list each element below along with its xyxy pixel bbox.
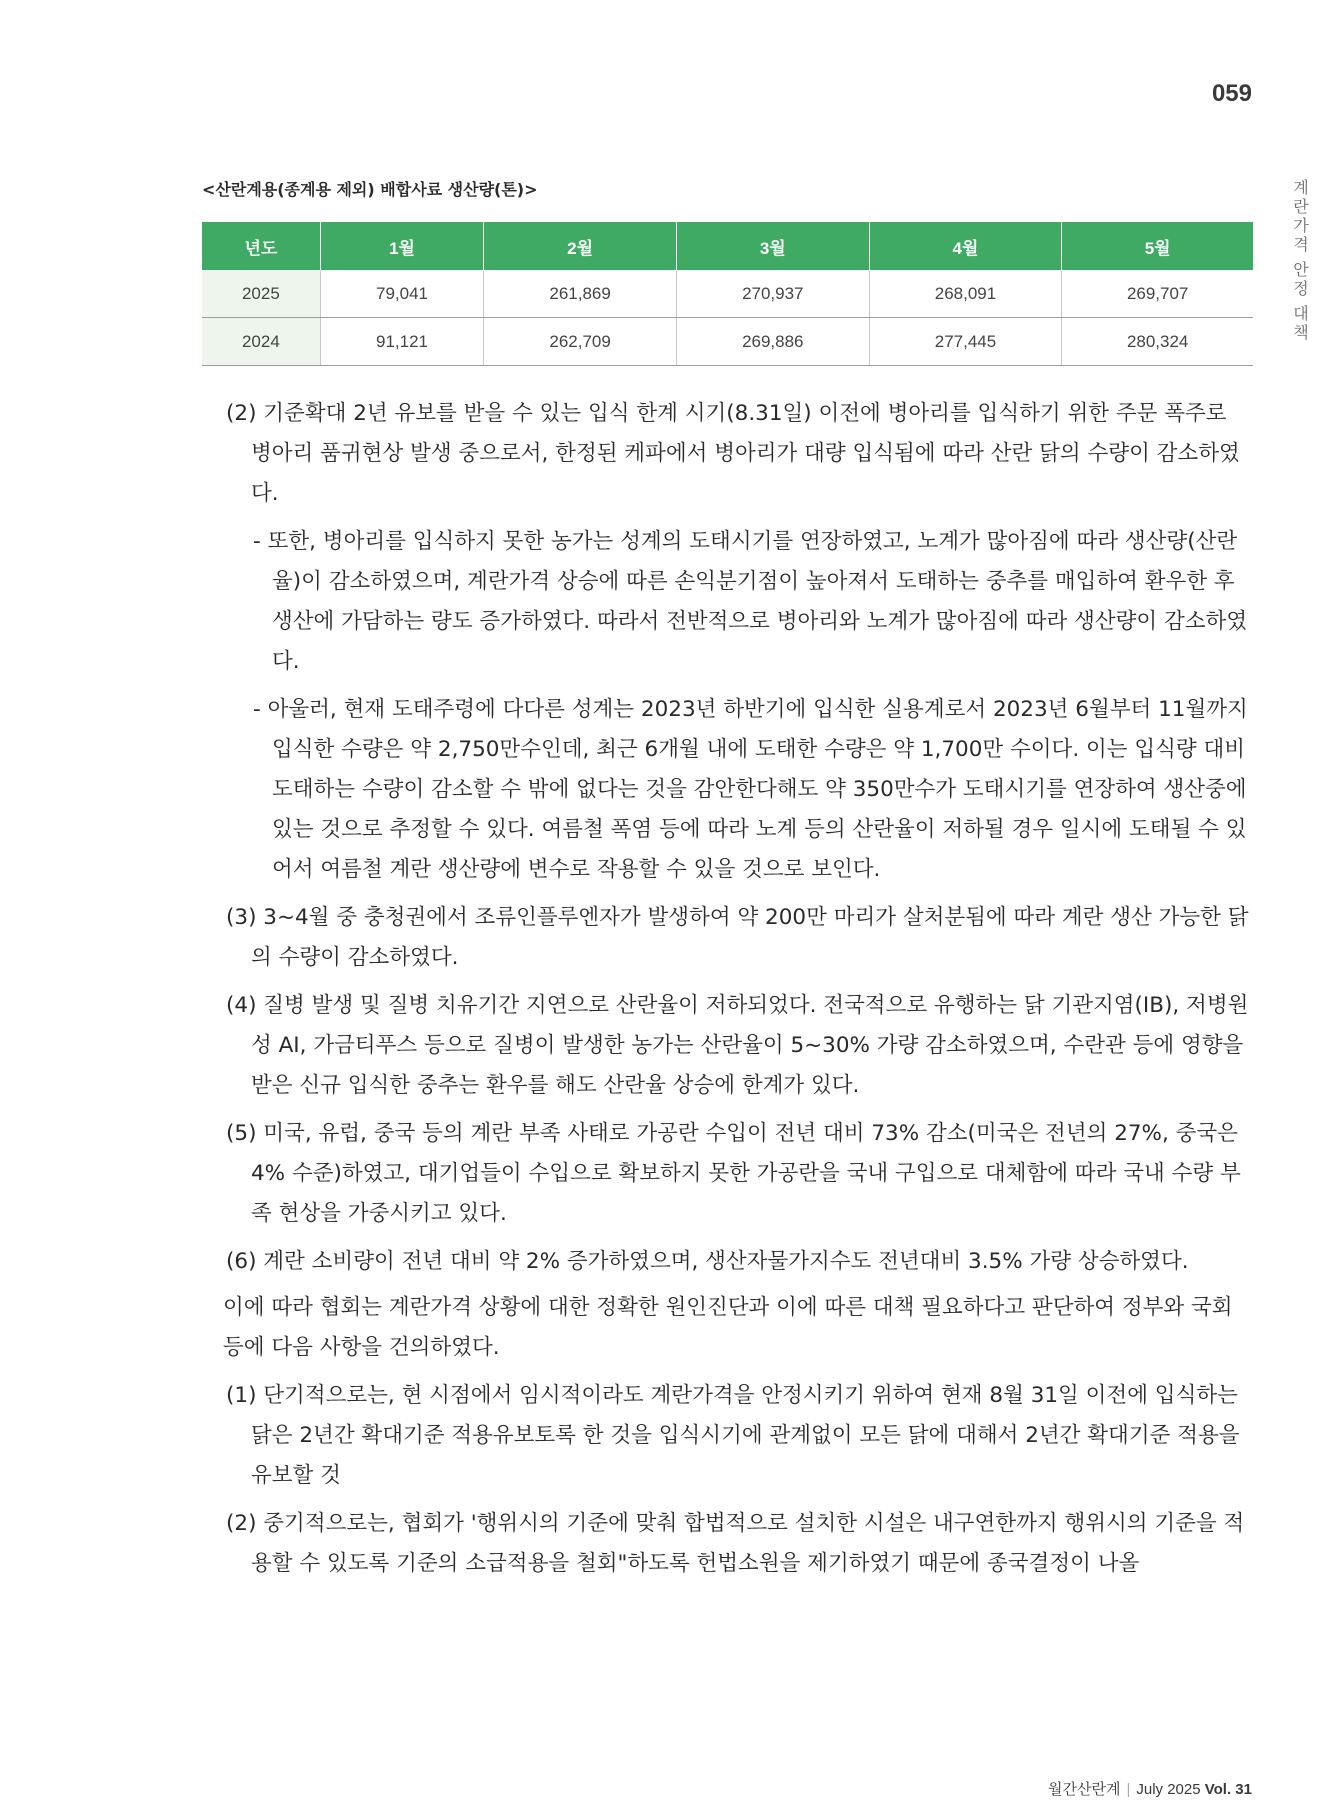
- paragraph: 이에 따라 협회는 계란가격 상황에 대한 정확한 원인진단과 이에 따른 대책 필요하다고 판단하여 정부와 국회 등에 다음 사항을 건의하였다.: [223, 1295, 1233, 1360]
- header-feb: 2월: [484, 222, 677, 270]
- table-cell: 2025: [202, 270, 320, 318]
- paragraph: (1) 단기적으로는, 현 시점에서 임시적이라도 계란가격을 안정시키기 위하여 현재 8월 31일 이전에 입식하는 닭은 2년간 확대기준 적용유보토록 한 것을 입식시기에 관계없이 모든 닭에 대해서 2년간 확대기준 적용을 유보할 것: [226, 1383, 1240, 1488]
- table-cell: 268,091: [869, 270, 1062, 318]
- production-table: [202, 222, 1253, 366]
- paragraph: (6) 계란 소비량이 전년 대비 약 2% 증가하였으며, 생산자물가지수도 전년대비 3.5% 가량 상승하였다.: [226, 1249, 1189, 1274]
- table-cell: 262,709: [484, 318, 677, 366]
- side-tab-char: 대: [1293, 304, 1309, 323]
- side-tab: [1288, 178, 1314, 342]
- paragraph: (2) 기준확대 2년 유보를 받을 수 있는 입식 한계 시기(8.31일) 이전에 병아리를 입식하기 위한 주문 폭주로 병아리 품귀현상 발생 중으로서, 한정된 케파에서 병아리가 대량 입식됨에 따라 산란 닭의 수량이 감소하였다.: [226, 401, 1240, 506]
- paragraph: - 또한, 병아리를 입식하지 못한 농가는 성계의 도태시기를 연장하였고, 노계가 많아짐에 따라 생산량(산란율)이 감소하였으며, 계란가격 상승에 따른 손익분기점이 높아져서 도태하는 중추를 매입하여 환우한 후 생산에 가담하는 량도 증가하였다. 따라서 전반적으로 병아리와 노계가 많아짐에 따라 생산량이 감소하였다.: [253, 529, 1248, 674]
- volume-number: Vol. 31: [1204, 1781, 1252, 1798]
- side-tab-char: 란: [1293, 197, 1309, 216]
- issue-date: July 2025: [1136, 1781, 1201, 1798]
- side-tab-char: 계: [1293, 178, 1309, 197]
- table-caption: <산란계용(종계용 제외) 배합사료 생산량(톤)>: [202, 180, 538, 199]
- side-tab-char: 정: [1293, 279, 1309, 298]
- table-header-row: [202, 222, 1253, 270]
- footer-separator: |: [1126, 1781, 1131, 1798]
- table-cell: 280,324: [1062, 318, 1253, 366]
- paragraph: (2) 중기적으로는, 협회가 '행위시의 기준에 맞춰 합법적으로 설치한 시설은 내구연한까지 행위시의 기준을 적용할 수 있도록 기준의 소급적용을 철회"하도록 헌법소원을 제기하였기 때문에 종국결정이 나올: [226, 1511, 1245, 1576]
- page-number: 059: [1211, 80, 1252, 107]
- article-body: [202, 386, 1252, 1584]
- magazine-name: 월간산란계: [1048, 1781, 1121, 1798]
- header-year: 년도: [202, 222, 320, 270]
- side-tab-char: 격: [1293, 235, 1309, 254]
- table-cell: 270,937: [676, 270, 869, 318]
- header-may: 5월: [1062, 222, 1253, 270]
- table-cell: 2024: [202, 318, 320, 366]
- page-footer: [960, 1778, 1252, 1799]
- table-cell: 277,445: [869, 318, 1062, 366]
- header-mar: 3월: [676, 222, 869, 270]
- side-tab-char: 책: [1293, 323, 1309, 342]
- table-row: [202, 318, 1253, 366]
- side-tab-char: 가: [1293, 216, 1309, 235]
- table-cell: 91,121: [320, 318, 484, 366]
- paragraph: (3) 3~4월 중 충청권에서 조류인플루엔자가 발생하여 약 200만 마리가 살처분됨에 따라 계란 생산 가능한 닭의 수량이 감소하였다.: [226, 905, 1249, 970]
- table-cell: 79,041: [320, 270, 484, 318]
- paragraph: (4) 질병 발생 및 질병 치유기간 지연으로 산란율이 저하되었다. 전국적으로 유행하는 닭 기관지염(IB), 저병원성 AI, 가금티푸스 등으로 질병이 발생한 농가는 산란율이 5~30% 가량 감소하였으며, 수란관 등에 영향을 받은 신규 입식한 중추는 환우를 해도 산란율 상승에 한계가 있다.: [226, 993, 1249, 1098]
- paragraph: (5) 미국, 유럽, 중국 등의 계란 부족 사태로 가공란 수입이 전년 대비 73% 감소(미국은 전년의 27%, 중국은 4% 수준)하였고, 대기업들이 수입으로 확보하지 못한 가공란을 국내 구입으로 대체함에 따라 국내 수량 부족 현상을 가중시키고 있다.: [226, 1121, 1241, 1226]
- table-cell: 269,886: [676, 318, 869, 366]
- side-tab-char: 안: [1293, 260, 1309, 279]
- table-row: [202, 270, 1253, 318]
- header-jan: 1월: [320, 222, 484, 270]
- table-cell: 269,707: [1062, 270, 1253, 318]
- header-apr: 4월: [869, 222, 1062, 270]
- paragraph: - 아울러, 현재 도태주령에 다다른 성계는 2023년 하반기에 입식한 실용계로서 2023년 6월부터 11월까지 입식한 수량은 약 2,750만수인데, 최근 6개월 내에 도태한 수량은 약 1,700만 수이다. 이는 입식량 대비 도태하는 수량이 감소할 수 밖에 없다는 것을 감안한다해도 약 350만수가 도태시기를 연장하여 생산중에 있는 것으로 추정할 수 있다. 여름철 폭염 등에 따라 노계 등의 산란율이 저하될 경우 일시에 도태될 수 있어서 여름철 계란 생산량에 변수로 작용할 수 있을 것으로 보인다.: [253, 697, 1248, 882]
- table-cell: 261,869: [484, 270, 677, 318]
